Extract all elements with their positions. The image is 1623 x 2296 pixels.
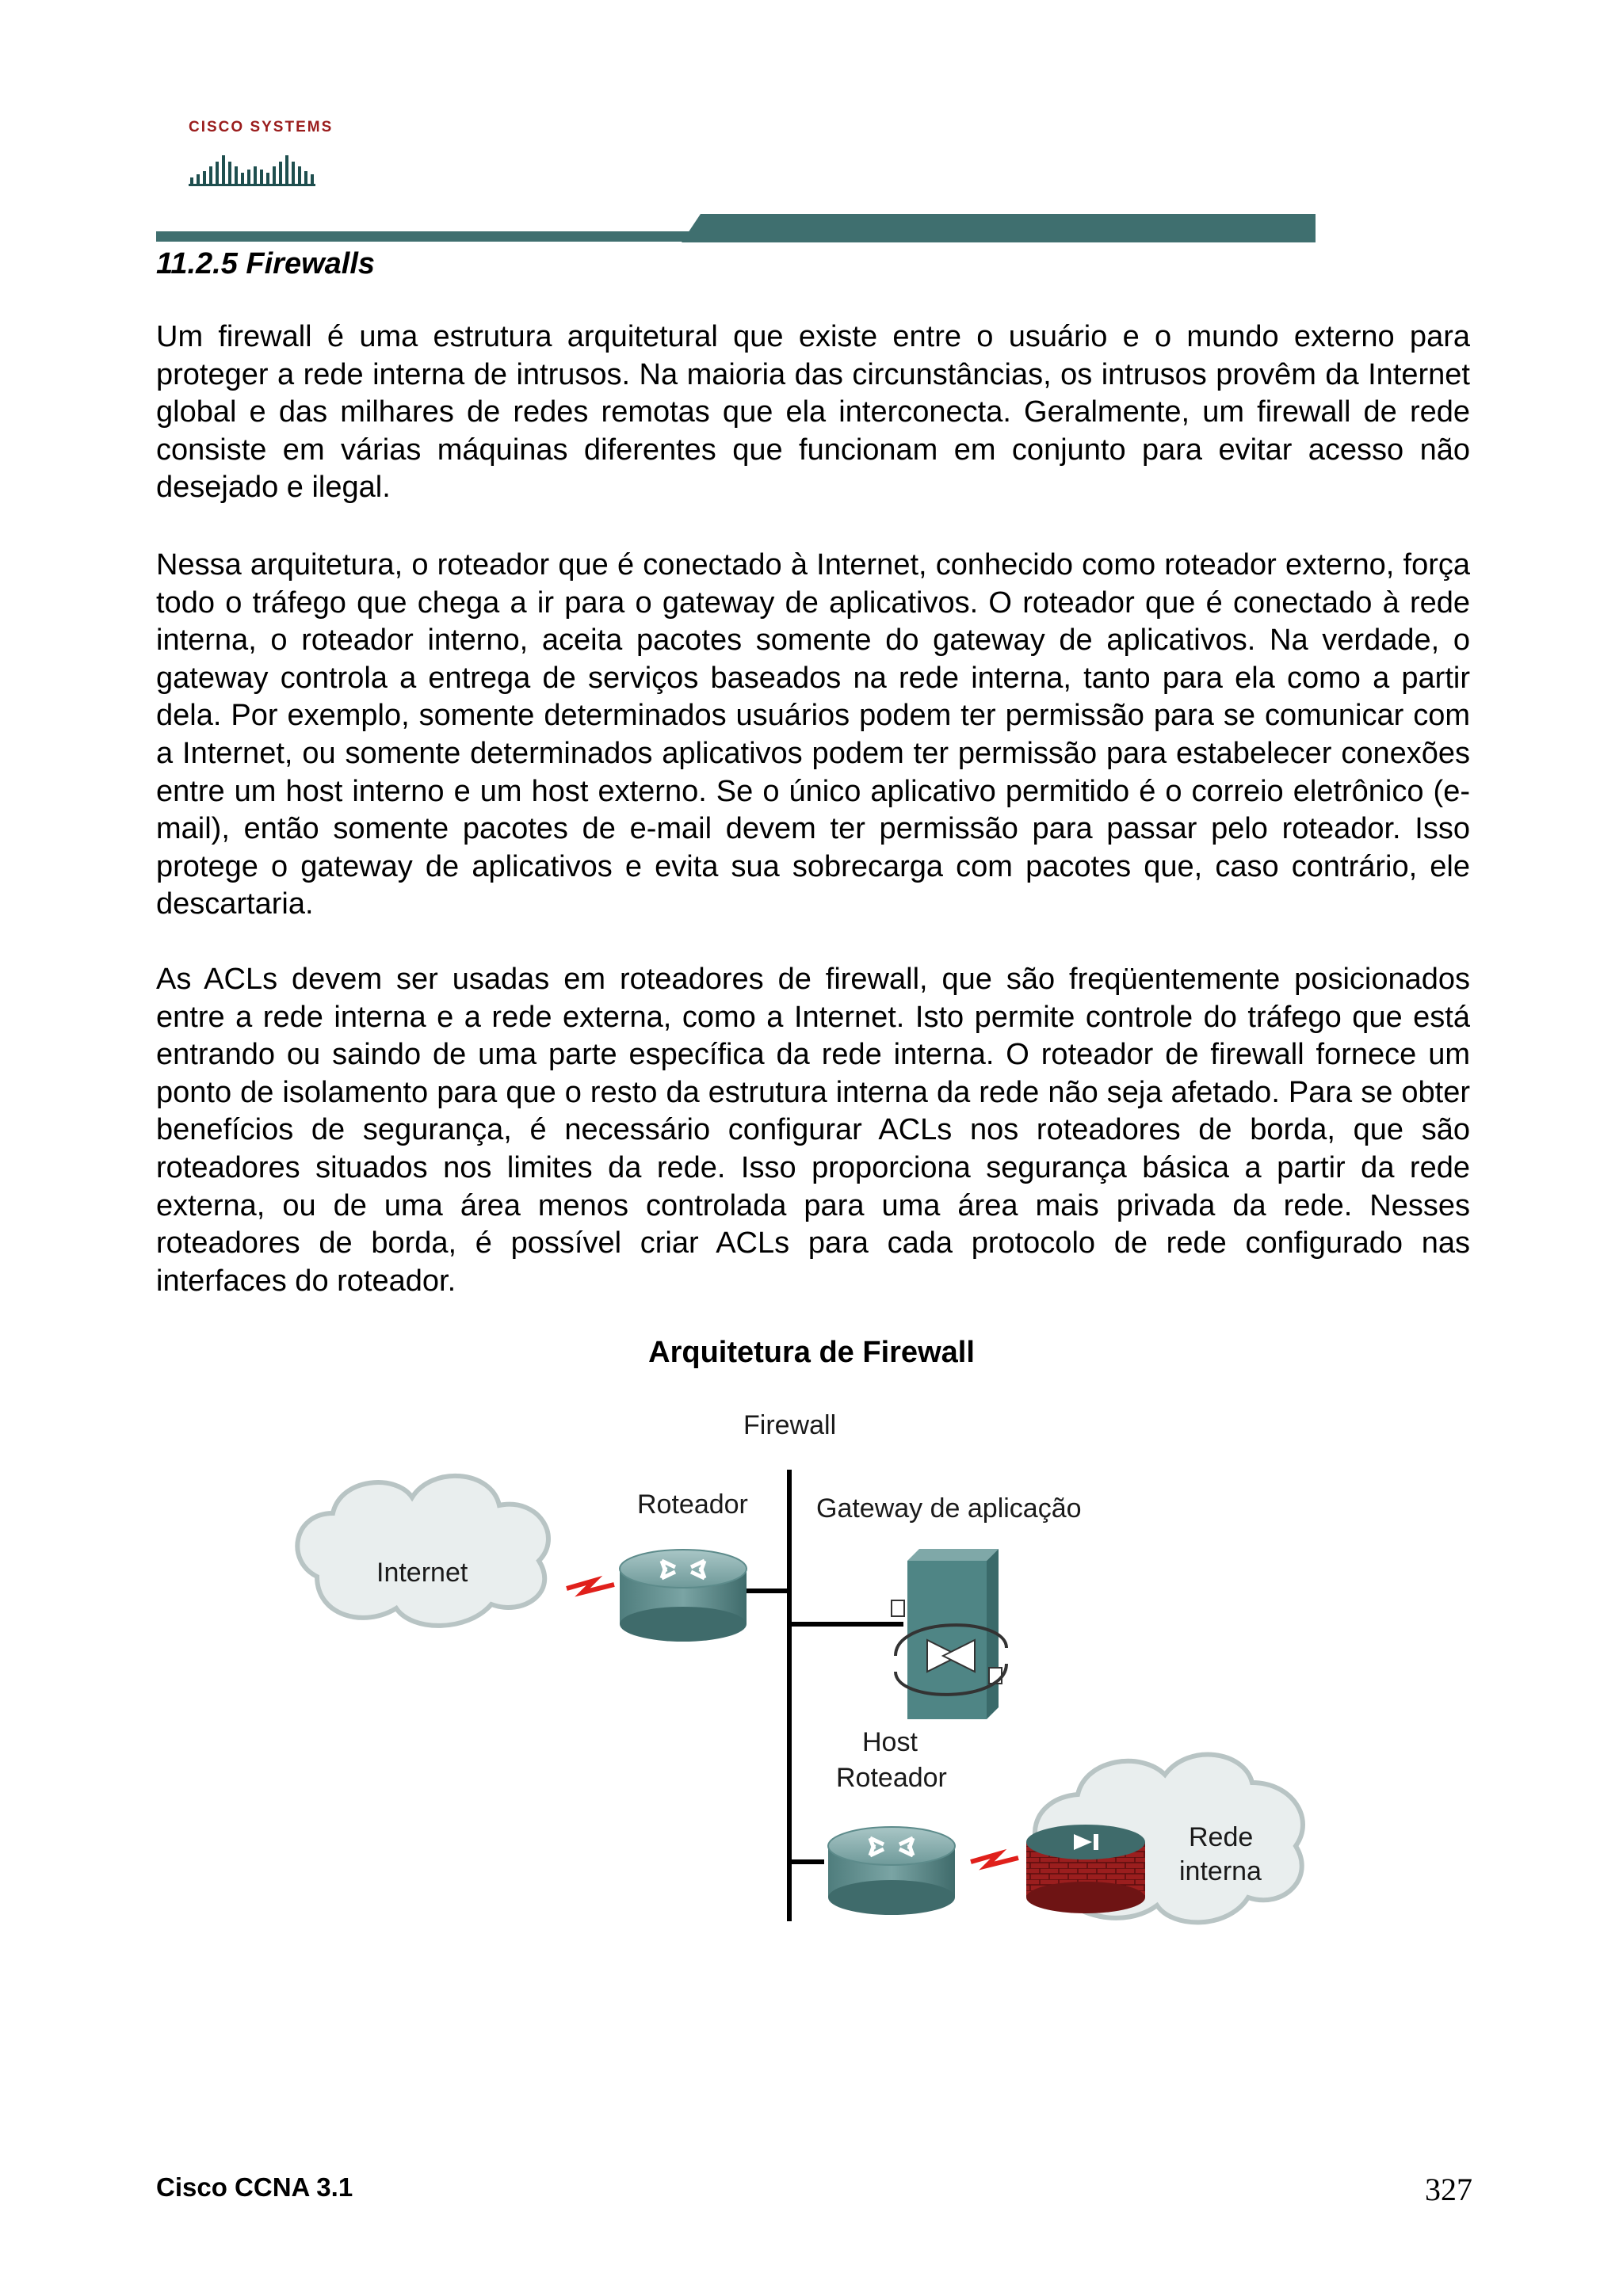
- label-interna: interna: [1179, 1856, 1262, 1886]
- firewall-diagram: [293, 1402, 1355, 1957]
- application-gateway-icon: [892, 1549, 1006, 1719]
- label-gateway: Gateway de aplicação: [816, 1493, 1082, 1524]
- router-icon: [620, 1550, 747, 1642]
- paragraph-1: Um firewall é uma estrutura arquitetural que existe entre o usuário e o mundo externo para proteger a rede interna de intrusos. Na maioria das circunstâncias, os intrusos provêm da Internet global e das milhares de redes remotas que ela interconecta. Geralmente, um firewall de rede consiste em várias máquinas diferentes que funcionam em conjunto para evitar acesso não desejado e ilegal.: [156, 320, 1470, 505]
- serial-link-icon: [567, 1581, 614, 1592]
- figure-title: Arquitetura de Firewall: [648, 1336, 975, 1369]
- cisco-logo: [189, 119, 334, 190]
- host-router-icon: [828, 1827, 955, 1915]
- paragraph-2: Nessa arquitetura, o roteador que é conectado à Internet, conhecido como roteador externo, força todo o tráfego que chega a ir para o gateway de aplicativos. O roteador que é conectado à rede interna, o roteador interno, aceita pacotes somente do gateway de aplicativos. Na verdade, o gateway controla a entrega de serviços baseados na rede interna, tanto para ela como a partir dela. Por exemplo, somente determinados usuários podem ter permissão para se comunicar com a Internet, ou somente determinados aplicativos podem ter permissão para estabelecer conexões entre um host interno e um host externo. Se o único aplicativo permitido é o correio eletrônico (e-mail), então somente pacotes de e-mail devem ter permissão para passar pelo roteador. Isso protege o gateway de aplicativos e evita sua sobrecarga com pacotes que, caso contrário, ele descartaria.: [156, 548, 1470, 921]
- footer-course: Cisco CCNA 3.1: [156, 2172, 353, 2202]
- label-roteador-2: Roteador: [836, 1763, 947, 1793]
- internet-cloud-icon: [297, 1476, 548, 1626]
- section-title: 11.2.5 Firewalls: [156, 247, 376, 280]
- label-internet: Internet: [376, 1558, 468, 1588]
- paragraph-3: As ACLs devem ser usadas em roteadores de firewall, que são freqüentemente posicionados entre a rede interna e a rede externa, como a Internet. Isto permite controle do tráfego que está entrando ou saindo de uma parte específica da rede interna. O roteador de firewall fornece um ponto de isolamento para que o resto da estrutura interna da rede não seja afetado. Para se obter benefícios de segurança, é necessário configurar ACLs nos roteadores de borda, que são roteadores situados nos limites da rede. Isso proporciona segurança básica a partir da rede externa, ou de uma área menos controlada para uma área mais privada da rede. Nesses roteadores de borda, é possível criar ACLs para cada protocolo de rede configurado nas interfaces do roteador.: [156, 963, 1470, 1298]
- banner-title: PROGRAMA CISCO NETWORKING ACADEMY: [723, 190, 1300, 218]
- page-number: 327: [1425, 2172, 1472, 2207]
- serial-link-2-icon: [971, 1854, 1018, 1866]
- firewall-appliance-icon: [1026, 1825, 1145, 1913]
- label-roteador: Roteador: [637, 1489, 748, 1520]
- banner-rule: [156, 231, 1316, 242]
- label-rede: Rede: [1189, 1822, 1254, 1852]
- cisco-bridge-icon: [189, 143, 323, 186]
- label-host: Host: [862, 1727, 918, 1757]
- label-firewall: Firewall: [743, 1410, 837, 1440]
- logo-text: CISCO SYSTEMS: [189, 119, 334, 135]
